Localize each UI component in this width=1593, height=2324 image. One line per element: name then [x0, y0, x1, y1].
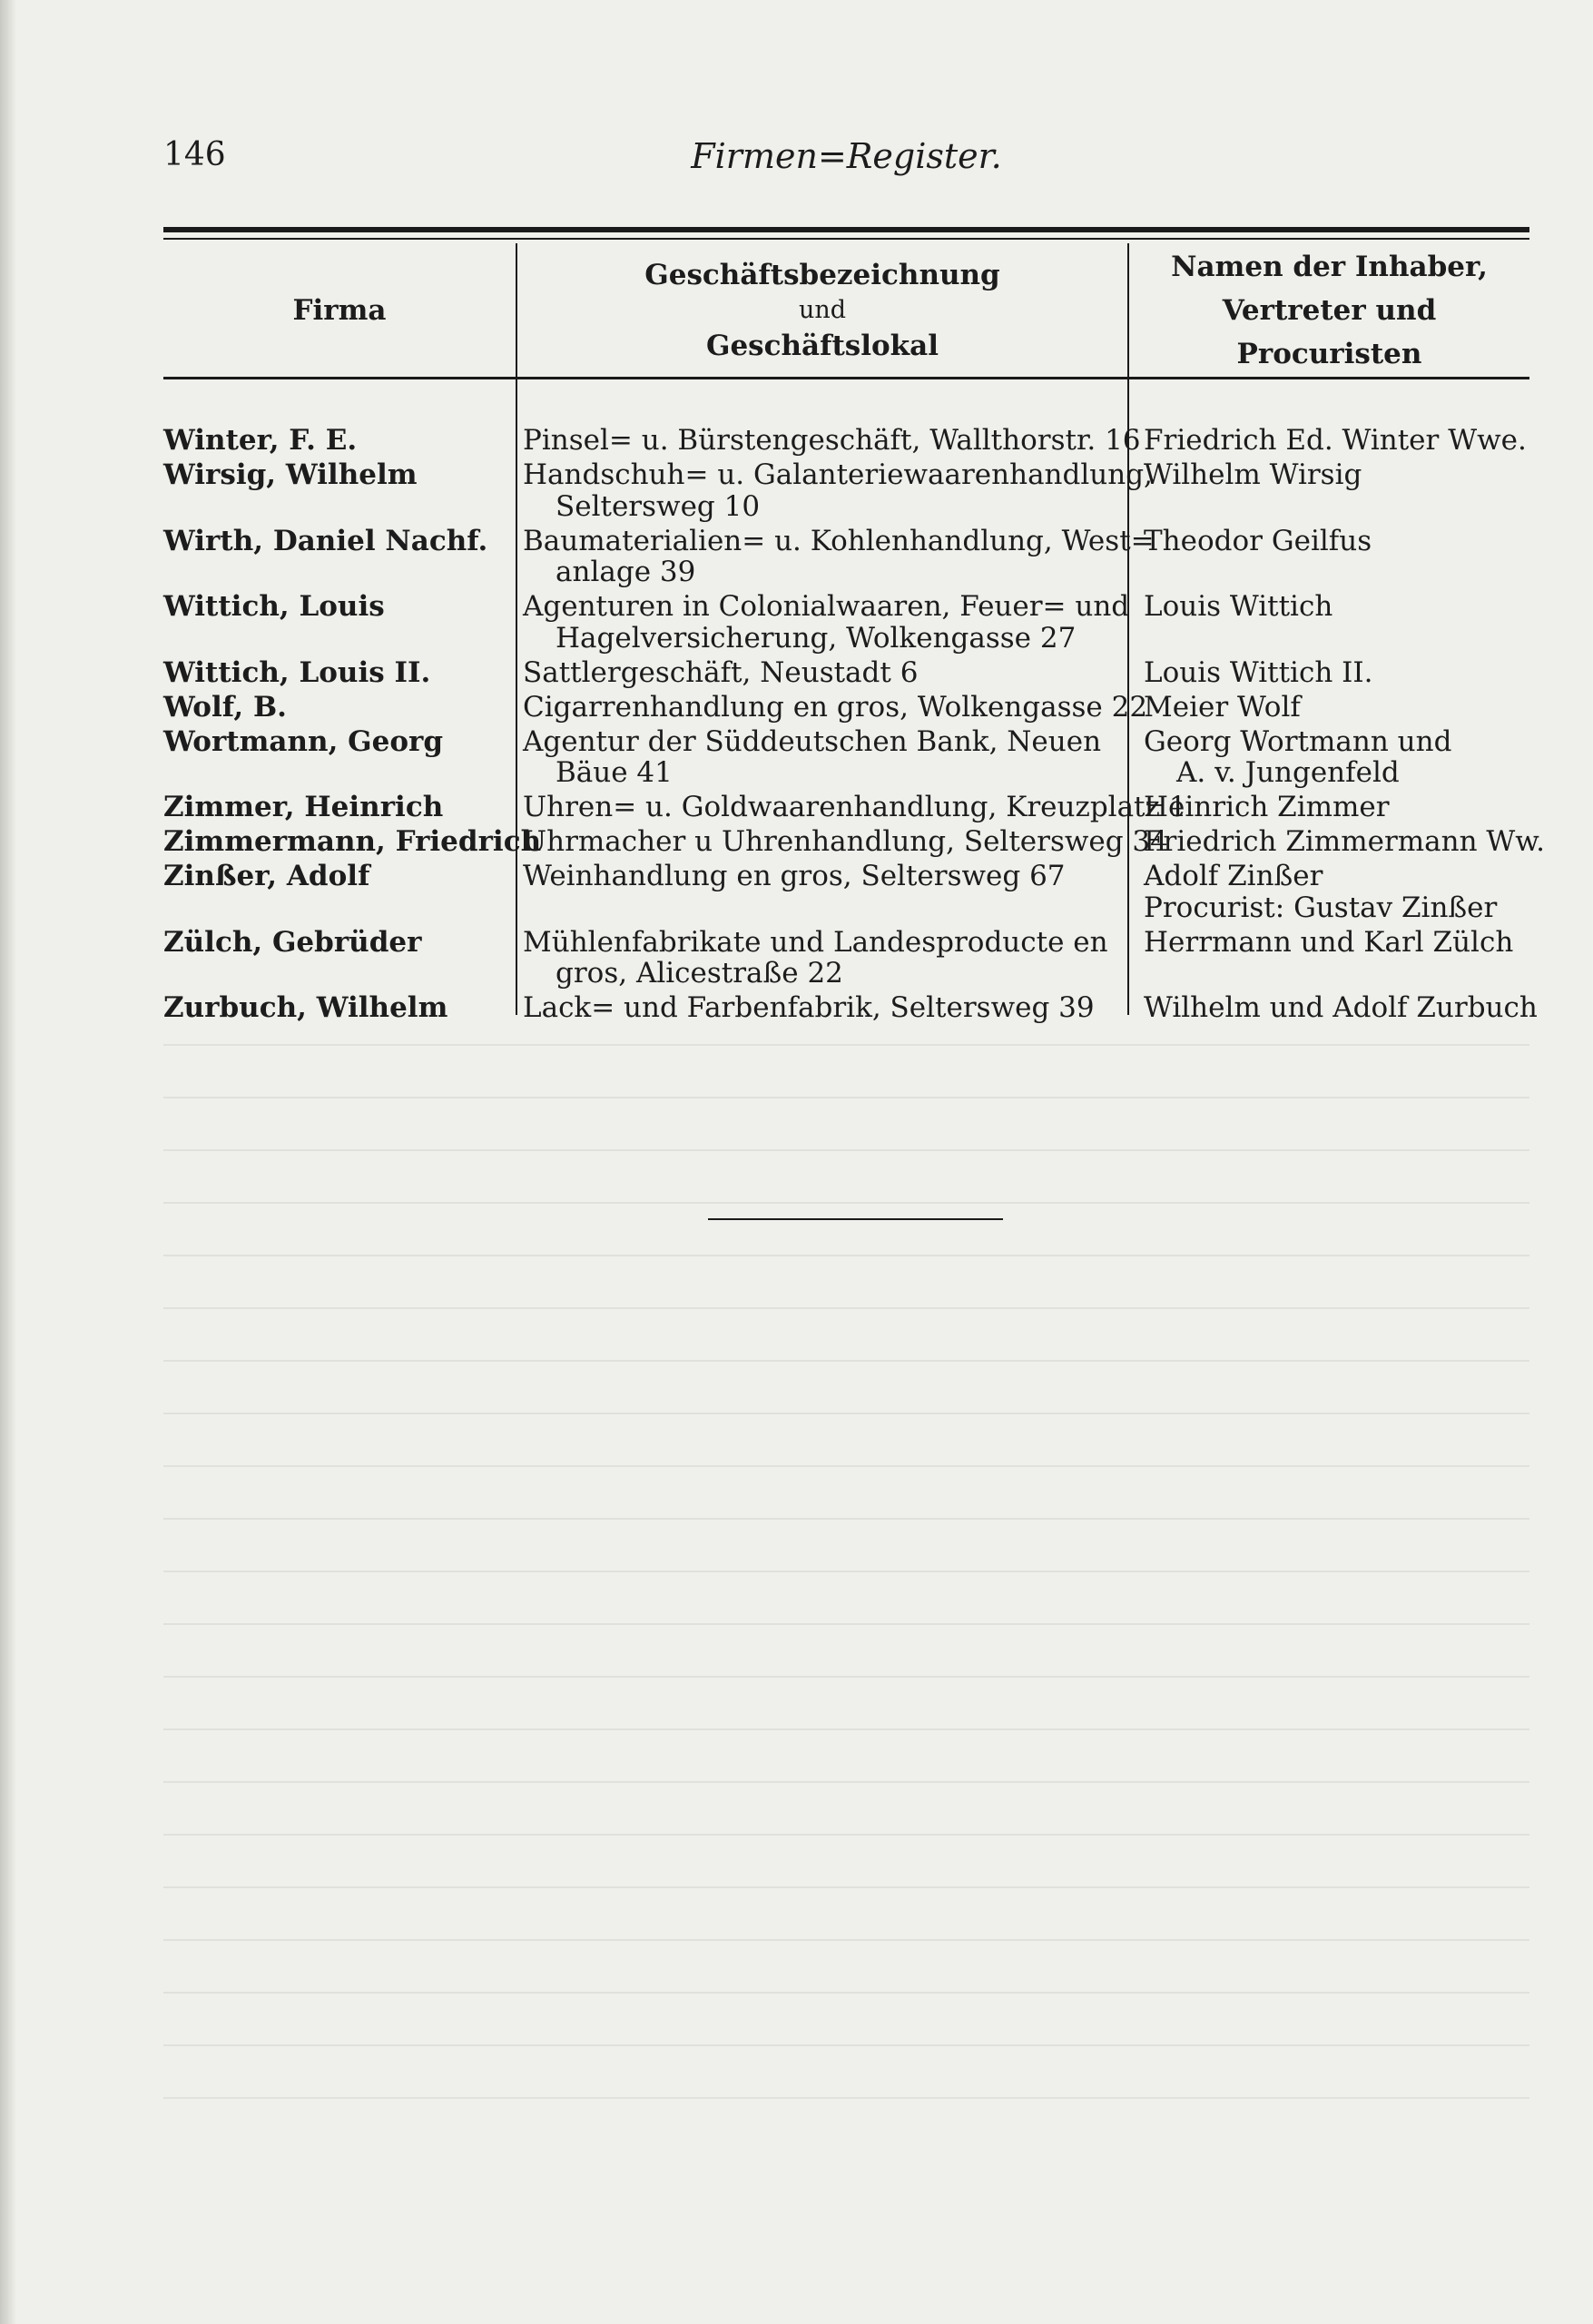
namen-cell	[1127, 526, 1529, 588]
namen-cell	[1127, 591, 1529, 654]
table-row	[163, 927, 1529, 990]
column-header-geschaeft-line1: Geschäftsbezeichnung	[644, 258, 1000, 291]
firma-cell: Wittich, Louis II.	[163, 655, 431, 689]
column-header-geschaeft	[517, 243, 1127, 377]
geschaeft-line: anlage 39	[556, 556, 696, 588]
geschaeft-line: Mühlenfabrikate und Landesproducte en	[523, 925, 1108, 959]
geschaeft-line: Weinhandlung en gros, Seltersweg 67	[523, 860, 1066, 892]
geschaeft-cell	[516, 825, 1168, 858]
geschaeft-line: Pinsel= u. Bürstengeschäft, Wallthorstr. 16	[523, 424, 1141, 457]
namen-cell	[1127, 692, 1529, 724]
namen-line: Friedrich Zimmermann Ww.	[1144, 825, 1545, 858]
geschaeft-line: Bäue 41	[556, 756, 673, 789]
geschaeft-line: Baumaterialien= u. Kohlenhandlung, West=	[523, 524, 1155, 557]
geschaeft-cell	[516, 992, 1127, 1024]
firma-cell: Zimmer, Heinrich	[163, 791, 444, 823]
geschaeft-cell	[516, 424, 1141, 457]
namen-line: Louis Wittich II.	[1144, 655, 1373, 689]
geschaeft-line: gros, Alicestraße 22	[556, 957, 843, 990]
column-header-namen-line2: Vertreter und Procuristen	[1222, 293, 1437, 370]
namen-line: Wilhelm Wirsig	[1144, 458, 1362, 491]
namen-line: Procurist: Gustav Zinßer	[1144, 891, 1498, 924]
geschaeft-cell	[516, 458, 1153, 523]
geschaeft-line: Lack= und Farbenfabrik, Seltersweg 39	[523, 991, 1095, 1024]
geschaeft-line: Seltersweg 10	[556, 489, 761, 523]
firma-cell: Zinßer, Adolf	[163, 860, 370, 892]
top-thin-rule	[163, 238, 1529, 240]
show-through-background	[163, 1044, 1529, 2179]
page-number: 146	[163, 136, 226, 173]
geschaeft-cell	[516, 927, 1127, 990]
geschaeft-cell	[516, 590, 1130, 655]
firma-cell: Wolf, B.	[163, 690, 287, 724]
namen-line: Adolf Zinßer	[1144, 860, 1323, 892]
top-thick-rule	[163, 227, 1529, 232]
namen-line: Wilhelm und Adolf Zurbuch	[1144, 991, 1538, 1024]
namen-cell	[1127, 991, 1538, 1024]
column-header-geschaeft-line3: Geschäftslokal	[705, 329, 939, 362]
namen-cell	[1127, 425, 1529, 457]
geschaeft-line: Handschuh= u. Galanteriewaarenhandlung,	[523, 458, 1153, 491]
register-table-body	[163, 424, 1545, 1027]
geschaeft-line: Uhren= u. Goldwaarenhandlung, Kreuzplatz 1	[523, 791, 1187, 823]
firma-cell: Winter, F. E.	[163, 424, 358, 457]
geschaeft-line: Agenturen in Colonialwaaren, Feuer= und	[523, 590, 1130, 623]
namen-line: Louis Wittich	[1144, 590, 1333, 623]
geschaeft-line: Uhrmacher u Uhrenhandlung, Seltersweg 34	[523, 825, 1168, 858]
table-row	[163, 657, 1529, 689]
column-header-firma	[163, 243, 516, 377]
namen-cell	[1127, 861, 1529, 923]
firma-cell: Zülch, Gebrüder	[163, 925, 422, 959]
table-row	[163, 991, 1538, 1024]
geschaeft-line: Sattlergeschäft, Neustadt 6	[523, 655, 919, 689]
namen-cell	[1127, 825, 1545, 858]
geschaeft-line: Hagelversicherung, Wolkengasse 27	[556, 621, 1077, 655]
namen-cell	[1127, 657, 1529, 689]
geschaeft-cell	[516, 791, 1187, 823]
table-row	[163, 861, 1529, 923]
page-edge-shadow	[0, 0, 16, 2324]
table-row	[163, 459, 1529, 522]
firma-cell: Wortmann, Georg	[163, 724, 444, 758]
namen-line: Georg Wortmann und	[1144, 724, 1452, 758]
firma-cell: Wirsig, Wilhelm	[163, 458, 418, 491]
table-row	[163, 591, 1529, 654]
namen-line: Theodor Geilfus	[1144, 524, 1372, 557]
page-header	[163, 136, 1529, 191]
table-row	[163, 526, 1529, 588]
namen-cell	[1127, 792, 1529, 823]
namen-cell	[1127, 927, 1529, 990]
geschaeft-line: Cigarrenhandlung en gros, Wolkengasse 22	[523, 690, 1148, 724]
column-header-namen-line1: Namen der Inhaber,	[1171, 250, 1488, 283]
firma-cell: Wirth, Daniel Nachf.	[163, 524, 488, 557]
geschaeft-cell	[516, 657, 1127, 689]
geschaeft-cell	[516, 690, 1148, 724]
namen-cell	[1127, 459, 1529, 522]
geschaeft-cell	[516, 861, 1127, 923]
column-header-namen	[1129, 243, 1529, 377]
namen-cell	[1127, 726, 1529, 789]
namen-line: Heinrich Zimmer	[1144, 791, 1390, 823]
firma-cell: Zurbuch, Wilhelm	[163, 991, 448, 1024]
geschaeft-cell	[516, 726, 1127, 789]
geschaeft-line: Agentur der Süddeutschen Bank, Neuen	[523, 724, 1102, 758]
column-header-firma-label: Firma	[292, 293, 387, 327]
namen-line: Friedrich Ed. Winter Wwe.	[1144, 424, 1527, 457]
table-row	[163, 726, 1529, 789]
table-row	[163, 425, 1529, 457]
table-row	[163, 792, 1529, 823]
table-row	[163, 692, 1529, 724]
namen-line: Meier Wolf	[1144, 690, 1301, 724]
column-header-geschaeft-line2: und	[798, 295, 847, 324]
running-title: Firmen=Register.	[691, 136, 1002, 176]
header-bottom-rule	[163, 377, 1529, 379]
firma-cell: Zimmermann, Friedrich	[163, 825, 542, 858]
namen-line: A. v. Jungenfeld	[1176, 756, 1400, 789]
namen-line: Herrmann und Karl Zülch	[1144, 925, 1514, 959]
geschaeft-cell	[516, 524, 1155, 588]
firma-cell: Wittich, Louis	[163, 590, 385, 623]
table-row	[163, 825, 1545, 858]
